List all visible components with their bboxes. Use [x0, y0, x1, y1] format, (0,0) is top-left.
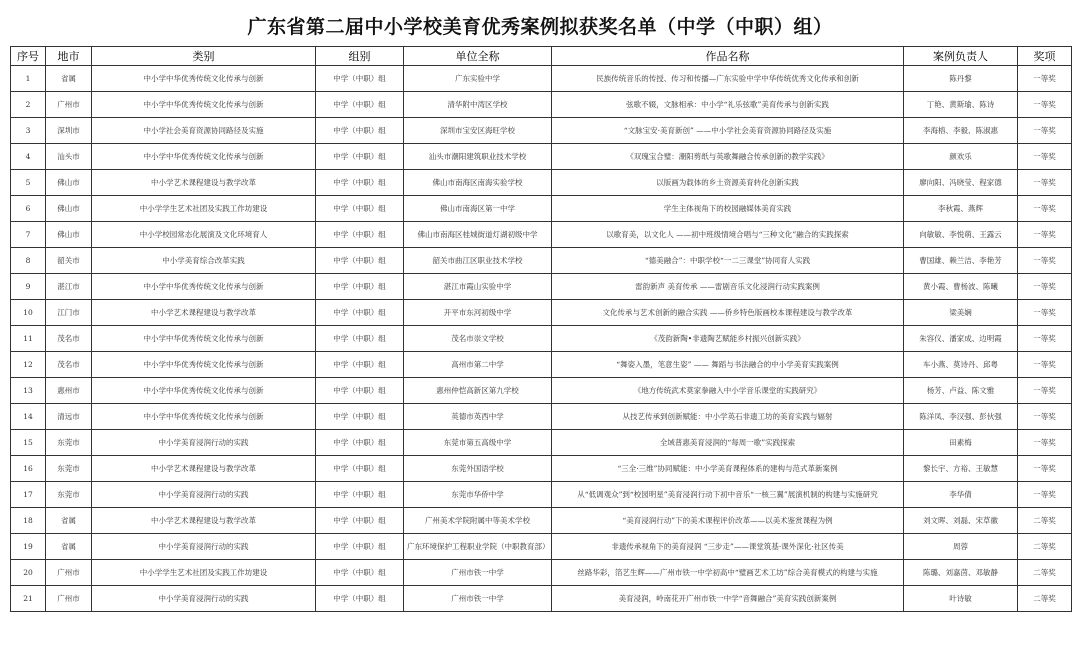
cell-award: 一等奖: [1018, 352, 1072, 378]
cell-group: 中学（中职）组: [316, 300, 404, 326]
cell-city: 汕头市: [46, 144, 92, 170]
table-row: [11, 118, 1072, 144]
cell-leader: 陈丹黎: [904, 66, 1018, 92]
cell-leader: 陈璐、刘嘉茵、邓敏静: [904, 560, 1018, 586]
cell-group: 中学（中职）组: [316, 430, 404, 456]
table-body: [11, 66, 1072, 612]
cell-award: 一等奖: [1018, 482, 1072, 508]
cell-school: 广州市铁一中学: [404, 560, 552, 586]
table-row: [11, 222, 1072, 248]
cell-leader: 刘文晖、刘磊、宋草徽: [904, 508, 1018, 534]
cell-school: 高州市第二中学: [404, 352, 552, 378]
table-row: [11, 456, 1072, 482]
cell-leader: 曹国雄、赖兰洁、李艳芳: [904, 248, 1018, 274]
header-group: 组别: [316, 47, 404, 66]
cell-school: 深圳市宝安区海旺学校: [404, 118, 552, 144]
cell-school: 东莞市第五高级中学: [404, 430, 552, 456]
cell-city: 广州市: [46, 560, 92, 586]
table-row: [11, 404, 1072, 430]
cell-school: 英德市英西中学: [404, 404, 552, 430]
cell-category: 中小学美育浸润行动的实践: [92, 586, 316, 612]
award-table: [10, 46, 1072, 612]
table-row: [11, 508, 1072, 534]
cell-school: 广州美术学院附属中等美术学校: [404, 508, 552, 534]
cell-city: 韶关市: [46, 248, 92, 274]
cell-school: 广东环境保护工程职业学院（中职教育部）: [404, 534, 552, 560]
cell-leader: 车小燕、莫诗丹、邱粤: [904, 352, 1018, 378]
cell-city: 广州市: [46, 586, 92, 612]
cell-award: 一等奖: [1018, 378, 1072, 404]
table-row: [11, 482, 1072, 508]
cell-group: 中学（中职）组: [316, 196, 404, 222]
cell-work-title: 文化传承与艺术创新的融合实践 ——侨乡特色版画校本课程建设与教学改革: [552, 300, 904, 326]
cell-city: 清远市: [46, 404, 92, 430]
cell-work-title: 《双瑰宝合璧：潮阳剪纸与英歌舞融合传承创新的教学实践》: [552, 144, 904, 170]
cell-city: 深圳市: [46, 118, 92, 144]
cell-city: 惠州市: [46, 378, 92, 404]
cell-category: 中小学艺术课程建设与教学改革: [92, 456, 316, 482]
cell-index: 10: [11, 300, 46, 326]
header-leader: 案例负责人: [904, 47, 1018, 66]
cell-work-title: 雷韵新声 美育传承 ——雷剧音乐文化浸润行动实践案例: [552, 274, 904, 300]
cell-school: 惠州仲恺高新区第九学校: [404, 378, 552, 404]
cell-school: 佛山市南海区桂城街道灯湖初级中学: [404, 222, 552, 248]
cell-award: 一等奖: [1018, 300, 1072, 326]
cell-award: 一等奖: [1018, 326, 1072, 352]
table-row: [11, 326, 1072, 352]
header-work-title: 作品名称: [552, 47, 904, 66]
header-category: 类别: [92, 47, 316, 66]
cell-leader: 叶诗敏: [904, 586, 1018, 612]
cell-leader: 廖向阳、冯晓莹、程家德: [904, 170, 1018, 196]
cell-work-title: “三全·三维”协同赋能：中小学美育课程体系的建构与范式革新案例: [552, 456, 904, 482]
cell-index: 7: [11, 222, 46, 248]
cell-category: 中小学艺术课程建设与教学改革: [92, 508, 316, 534]
cell-index: 12: [11, 352, 46, 378]
cell-city: 东莞市: [46, 456, 92, 482]
cell-group: 中学（中职）组: [316, 404, 404, 430]
cell-work-title: 全域普惠美育浸润的“每周一歌”实践探索: [552, 430, 904, 456]
table-row: [11, 300, 1072, 326]
cell-school: 汕头市潮阳建筑职业技术学校: [404, 144, 552, 170]
cell-award: 一等奖: [1018, 456, 1072, 482]
cell-group: 中学（中职）组: [316, 586, 404, 612]
cell-category: 中小学学生艺术社团及实践工作坊建设: [92, 196, 316, 222]
cell-category: 中小学美育浸润行动的实践: [92, 430, 316, 456]
cell-school: 茂名市崇文学校: [404, 326, 552, 352]
cell-index: 4: [11, 144, 46, 170]
cell-city: 广州市: [46, 92, 92, 118]
cell-work-title: 从技艺传承到创新赋能：中小学英石非遗工坊的美育实践与辐射: [552, 404, 904, 430]
cell-work-title: 非遗传承视角下的美育浸润 “三步走”——课堂筑基·课外深化·社区传美: [552, 534, 904, 560]
cell-category: 中小学中华优秀传统文化传承与创新: [92, 352, 316, 378]
cell-work-title: “舞姿入墨，笔意生姿” —— 舞蹈与书法融合的中小学美育实践案例: [552, 352, 904, 378]
cell-category: 中小学中华优秀传统文化传承与创新: [92, 326, 316, 352]
cell-group: 中学（中职）组: [316, 66, 404, 92]
cell-award: 一等奖: [1018, 196, 1072, 222]
cell-group: 中学（中职）组: [316, 456, 404, 482]
cell-leader: 朱容仪、潘家成、边明霞: [904, 326, 1018, 352]
cell-category: 中小学中华优秀传统文化传承与创新: [92, 66, 316, 92]
cell-index: 3: [11, 118, 46, 144]
cell-city: 茂名市: [46, 326, 92, 352]
cell-work-title: 以版画为载体的乡土资源美育转化创新实践: [552, 170, 904, 196]
cell-index: 5: [11, 170, 46, 196]
cell-group: 中学（中职）组: [316, 560, 404, 586]
header-index: 序号: [11, 47, 46, 66]
cell-category: 中小学美育浸润行动的实践: [92, 534, 316, 560]
header-city: 地市: [46, 47, 92, 66]
cell-index: 14: [11, 404, 46, 430]
table-row: [11, 352, 1072, 378]
header-award: 奖项: [1018, 47, 1072, 66]
cell-index: 18: [11, 508, 46, 534]
cell-school: 清华附中湾区学校: [404, 92, 552, 118]
cell-index: 6: [11, 196, 46, 222]
cell-work-title: 丝路华彩，箔艺生辉——广州市铁一中学初高中“璧画艺术工坊”综合美育模式的构建与实施: [552, 560, 904, 586]
cell-leader: 向敏敏、李悦萌、王露云: [904, 222, 1018, 248]
cell-category: 中小学校园常态化展演及文化环境育人: [92, 222, 316, 248]
cell-city: 东莞市: [46, 430, 92, 456]
cell-index: 21: [11, 586, 46, 612]
cell-school: 韶关市曲江区职业技术学校: [404, 248, 552, 274]
cell-work-title: “德美融合”：中职学校“一二三课堂”协同育人实践: [552, 248, 904, 274]
cell-award: 一等奖: [1018, 144, 1072, 170]
cell-city: 东莞市: [46, 482, 92, 508]
table-row: [11, 170, 1072, 196]
cell-category: 中小学中华优秀传统文化传承与创新: [92, 378, 316, 404]
cell-category: 中小学艺术课程建设与教学改革: [92, 300, 316, 326]
cell-category: 中小学社会美育资源协同路径及实施: [92, 118, 316, 144]
cell-award: 二等奖: [1018, 586, 1072, 612]
cell-work-title: 从“低调观众”到“校园明星”美育浸润行动下初中音乐“一核三翼”展演机制的构建与实施研究: [552, 482, 904, 508]
cell-category: 中小学美育综合改革实践: [92, 248, 316, 274]
cell-city: 江门市: [46, 300, 92, 326]
cell-award: 一等奖: [1018, 92, 1072, 118]
cell-work-title: 民族传统音乐的传授、传习和传播—广东实验中学中华传统优秀文化传承和创新: [552, 66, 904, 92]
cell-city: 佛山市: [46, 222, 92, 248]
cell-award: 二等奖: [1018, 534, 1072, 560]
table-row: [11, 430, 1072, 456]
cell-work-title: “美育浸润行动”下的美术课程评价改革——以美术鉴赏课程为例: [552, 508, 904, 534]
cell-group: 中学（中职）组: [316, 170, 404, 196]
cell-leader: 周蓉: [904, 534, 1018, 560]
cell-group: 中学（中职）组: [316, 248, 404, 274]
cell-award: 一等奖: [1018, 274, 1072, 300]
cell-group: 中学（中职）组: [316, 222, 404, 248]
cell-school: 东莞市华侨中学: [404, 482, 552, 508]
cell-leader: 田素梅: [904, 430, 1018, 456]
cell-school: 广州市铁一中学: [404, 586, 552, 612]
cell-leader: 陈洋凤、李汉强、彭伙强: [904, 404, 1018, 430]
cell-city: 省属: [46, 508, 92, 534]
cell-leader: 李海榕、李毅、陈淑惠: [904, 118, 1018, 144]
cell-award: 一等奖: [1018, 248, 1072, 274]
cell-index: 13: [11, 378, 46, 404]
cell-work-title: 《地方传统武术莫家拳融入中小学音乐课堂的实践研究》: [552, 378, 904, 404]
header-school: 单位全称: [404, 47, 552, 66]
table-row: [11, 534, 1072, 560]
cell-award: 一等奖: [1018, 66, 1072, 92]
cell-index: 9: [11, 274, 46, 300]
cell-work-title: 学生主体视角下的校园融媒体美育实践: [552, 196, 904, 222]
cell-leader: 梁美娴: [904, 300, 1018, 326]
cell-index: 2: [11, 92, 46, 118]
cell-index: 8: [11, 248, 46, 274]
table-row: [11, 274, 1072, 300]
cell-work-title: “文脉宝安·美育新创” ——中小学社会美育资源协同路径及实施: [552, 118, 904, 144]
cell-school: 佛山市南海区南海实验学校: [404, 170, 552, 196]
cell-group: 中学（中职）组: [316, 352, 404, 378]
cell-group: 中学（中职）组: [316, 508, 404, 534]
cell-award: 一等奖: [1018, 118, 1072, 144]
cell-work-title: 美育浸润，岭南花开广州市铁一中学“音舞融合”美育实践创新案例: [552, 586, 904, 612]
table-row: [11, 144, 1072, 170]
cell-school: 开平市东河初级中学: [404, 300, 552, 326]
table-row: [11, 248, 1072, 274]
cell-award: 二等奖: [1018, 560, 1072, 586]
cell-group: 中学（中职）组: [316, 534, 404, 560]
cell-category: 中小学中华优秀传统文化传承与创新: [92, 274, 316, 300]
cell-award: 一等奖: [1018, 170, 1072, 196]
table-row: [11, 196, 1072, 222]
cell-group: 中学（中职）组: [316, 378, 404, 404]
cell-city: 省属: [46, 66, 92, 92]
cell-group: 中学（中职）组: [316, 326, 404, 352]
cell-award: 一等奖: [1018, 222, 1072, 248]
cell-leader: 黄小霞、曹杨波、陈曦: [904, 274, 1018, 300]
cell-award: 一等奖: [1018, 404, 1072, 430]
cell-city: 佛山市: [46, 196, 92, 222]
cell-school: 湛江市霞山实验中学: [404, 274, 552, 300]
table-row: [11, 92, 1072, 118]
cell-leader: 李秋霞、燕辉: [904, 196, 1018, 222]
cell-category: 中小学美育浸润行动的实践: [92, 482, 316, 508]
table-row: [11, 560, 1072, 586]
cell-index: 19: [11, 534, 46, 560]
table-row: [11, 66, 1072, 92]
cell-leader: 黎长宇、方裕、王敏慧: [904, 456, 1018, 482]
cell-group: 中学（中职）组: [316, 118, 404, 144]
table-header-row: [11, 47, 1072, 66]
cell-leader: 颜欢乐: [904, 144, 1018, 170]
cell-school: 佛山市南海区第一中学: [404, 196, 552, 222]
cell-city: 省属: [46, 534, 92, 560]
cell-group: 中学（中职）组: [316, 482, 404, 508]
cell-index: 20: [11, 560, 46, 586]
table-row: [11, 378, 1072, 404]
cell-leader: 李华倩: [904, 482, 1018, 508]
cell-category: 中小学中华优秀传统文化传承与创新: [92, 404, 316, 430]
cell-leader: 丁艳、黄斯瑜、陈诗: [904, 92, 1018, 118]
cell-group: 中学（中职）组: [316, 92, 404, 118]
cell-index: 17: [11, 482, 46, 508]
document-title: 广东省第二届中小学校美育优秀案例拟获奖名单（中学（中职）组）: [247, 16, 833, 38]
cell-category: 中小学学生艺术社团及实践工作坊建设: [92, 560, 316, 586]
cell-city: 佛山市: [46, 170, 92, 196]
cell-group: 中学（中职）组: [316, 144, 404, 170]
cell-award: 一等奖: [1018, 430, 1072, 456]
cell-city: 茂名市: [46, 352, 92, 378]
cell-school: 东莞外国语学校: [404, 456, 552, 482]
cell-category: 中小学艺术课程建设与教学改革: [92, 170, 316, 196]
table-row: [11, 586, 1072, 612]
cell-leader: 杨芳、卢益、陈文雅: [904, 378, 1018, 404]
cell-city: 湛江市: [46, 274, 92, 300]
cell-work-title: 《茂韵新陶•非遗陶艺赋能乡村振兴创新实践》: [552, 326, 904, 352]
cell-work-title: 以歌育美，以文化人 ——初中班级情境合唱与“三种文化”融合的实践探索: [552, 222, 904, 248]
cell-index: 16: [11, 456, 46, 482]
cell-category: 中小学中华优秀传统文化传承与创新: [92, 144, 316, 170]
cell-index: 15: [11, 430, 46, 456]
cell-work-title: 弦歌不辍，文脉相承：中小学“礼乐弦歌”美育传承与创新实践: [552, 92, 904, 118]
cell-category: 中小学中华优秀传统文化传承与创新: [92, 92, 316, 118]
cell-index: 11: [11, 326, 46, 352]
cell-award: 二等奖: [1018, 508, 1072, 534]
cell-group: 中学（中职）组: [316, 274, 404, 300]
cell-index: 1: [11, 66, 46, 92]
cell-school: 广东实验中学: [404, 66, 552, 92]
